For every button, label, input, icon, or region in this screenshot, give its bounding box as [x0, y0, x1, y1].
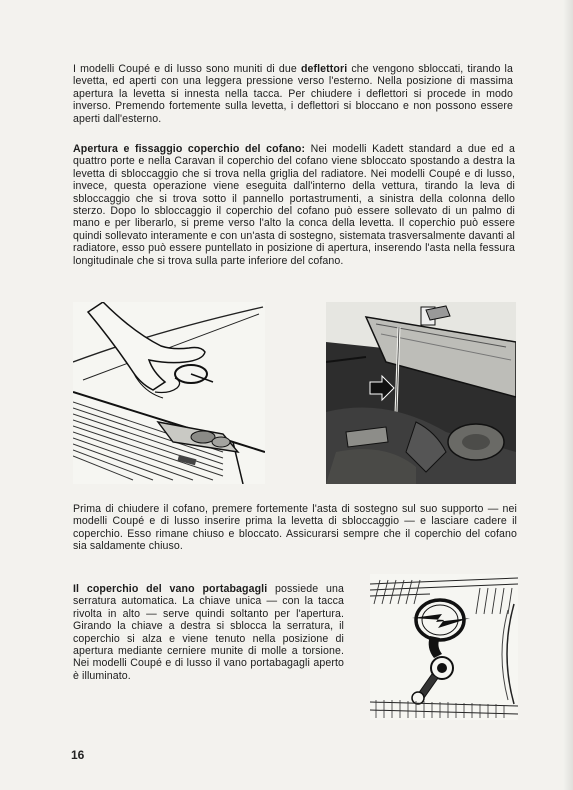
paragraph-text: possiede una serratura automatica. La chiave unica — con la tacca rivolta in alto — serve quindi soltanto per l'apertura. Girando la chiave a destra si sblocca la serratura, il coperchio si alza e viene tenuto nella posizione di apertura mediante cerniere munite di molle a torsione. Nei modelli Coupé e di lusso il vano portabagagli aperto è illuminato. — [73, 583, 344, 682]
illustration-trunk-lock — [370, 574, 518, 720]
paragraph-text: Nei modelli Kadett standard a due ed a quattro porte e nella Caravan il coperchio del cofano viene sbloccato spostando a destra la levetta di sbloccaggio che si trova nella griglia del radiatore. Nei modelli Coupé e di lusso, invece, questa operazione viene eseguita dall'interno della vettura, tirando la leva di sbloccaggio che si trova sotto il pannello portastrumenti, a sinistra della colonna dello sterzo. Dopo lo sbloccaggio il coperchio del cofano può essere sollevato di un palmo di mano e per liberarlo, si preme verso l'alto la conca della levetta. Il coperchio può essere quindi sollevato interamente e con un'asta di sostegno, sistemata trasversalmente davanti al radiatore, esso può essere puntellato in posizione di apertura, inserendo l'asta nella fessura longitudinale che si trova sulla parte inferiore del cofano. — [73, 143, 515, 267]
section-heading-trunk: Il coperchio del vano portabagagli — [73, 583, 268, 595]
trunk-lock-drawing — [370, 574, 518, 720]
paragraph-deflectors — [73, 63, 513, 125]
bold-term-deflettori: deflettori — [300, 63, 348, 75]
illustration-hood-support-rod — [326, 302, 516, 484]
illustration-grille-lever — [73, 302, 265, 484]
paragraph-hood-opening — [73, 143, 515, 267]
grille-lever-drawing — [73, 302, 265, 484]
paragraph-hood-closing: Prima di chiudere il cofano, premere fortemente l'asta di sostegno sul suo supporto — nei modelli Coupé e di lusso inserire prima la levetta di sbloccaggio — e lasciare cadere il coperchio. Esso rimane chiuso e bloccato. Assicurarsi sempre che il coperchio del cofano sia saldamente chiuso. — [73, 503, 517, 553]
paragraph-trunk-lid — [73, 583, 344, 682]
page-number: 16 — [71, 748, 85, 762]
section-heading-hood: Apertura e fissaggio coperchio del cofano: — [73, 143, 306, 155]
hood-support-drawing — [326, 302, 516, 484]
paragraph-text: che vengono sbloccati, tirando la levetta, ed aperti con una leggera pressione verso l'esterno. Nella posizione di massima apertura la levetta si innesta nella tacca. Per chiudere i deflettori si procede in modo inverso. Premendo fortemente sulla levetta, i deflettori si bloccano e non possono essere aperti dall'esterno. — [73, 63, 514, 125]
paragraph-text: I modelli Coupé e di lusso sono muniti di due — [73, 63, 301, 75]
page-edge-shadow — [563, 0, 573, 790]
